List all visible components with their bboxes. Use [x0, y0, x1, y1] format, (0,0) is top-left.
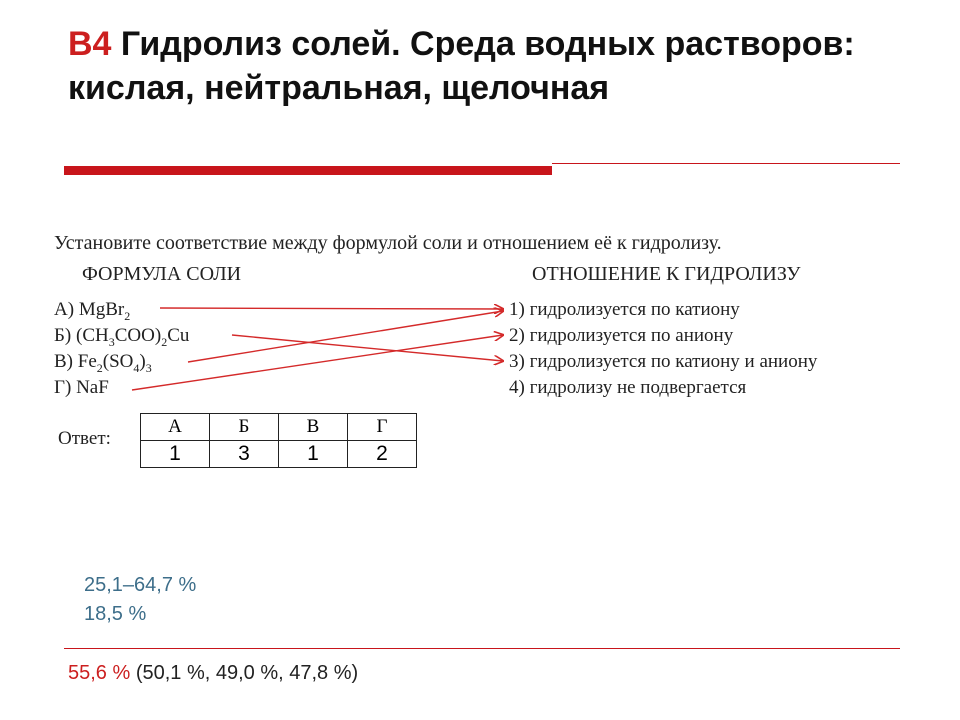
relation-item-1: 1) гидролизуется по катиону: [509, 299, 740, 320]
answer-value-cell: 3: [210, 441, 279, 468]
salt-column-header: ФОРМУЛА СОЛИ: [82, 263, 242, 285]
answer-letter-cell: Г: [348, 414, 417, 441]
answer-table: [140, 413, 417, 468]
relation-column-header: ОТНОШЕНИЕ К ГИДРОЛИЗУ: [532, 263, 801, 285]
answer-letters-row: [141, 414, 417, 441]
arrow-a-to-1: [160, 308, 503, 309]
answer-letter-cell: Б: [210, 414, 279, 441]
salt-item-v: В) $Fe_2(SO_4)_3$: [54, 351, 152, 375]
task-code: В4: [68, 25, 112, 63]
task-instruction: Установите соответствие между формулой соли и отношением её к гидролизу.: [54, 232, 722, 254]
answer-value-cell: 1: [141, 441, 210, 468]
answer-value-cell: 2: [348, 441, 417, 468]
relation-item-4: 4) гидролизу не подвергается: [509, 377, 747, 398]
answer-label: Ответ:: [58, 428, 111, 449]
answer-value-cell: 1: [279, 441, 348, 468]
answer-letter-cell: В: [279, 414, 348, 441]
answer-values-row: [141, 441, 417, 468]
percent-others: (50,1 %, 49,0 %, 47,8 %): [130, 662, 359, 684]
title-text: Гидролиз солей. Среда водных растворов: кислая, нейтральная, щелочная: [68, 25, 855, 107]
percent-summary: [68, 662, 358, 685]
salt-item-g: Г) NaF: [54, 377, 109, 398]
percent-highlight: 55,6 %: [68, 662, 131, 684]
percent-range: 25,1–64,7 %: [84, 574, 197, 596]
bottom-divider: [64, 648, 900, 649]
percent-single: 18,5 %: [84, 603, 147, 625]
relation-item-2: 2) гидролизуется по аниону: [509, 325, 734, 346]
salt-item-b: Б) $(CH_3COO)_2Cu$: [54, 325, 190, 349]
answer-letter-cell: А: [141, 414, 210, 441]
salt-item-a: А) MgBr$_2$: [54, 299, 131, 323]
arrow-v-to-1: [188, 311, 503, 362]
relation-item-3: 3) гидролизуется по катиону и аниону: [509, 351, 818, 372]
